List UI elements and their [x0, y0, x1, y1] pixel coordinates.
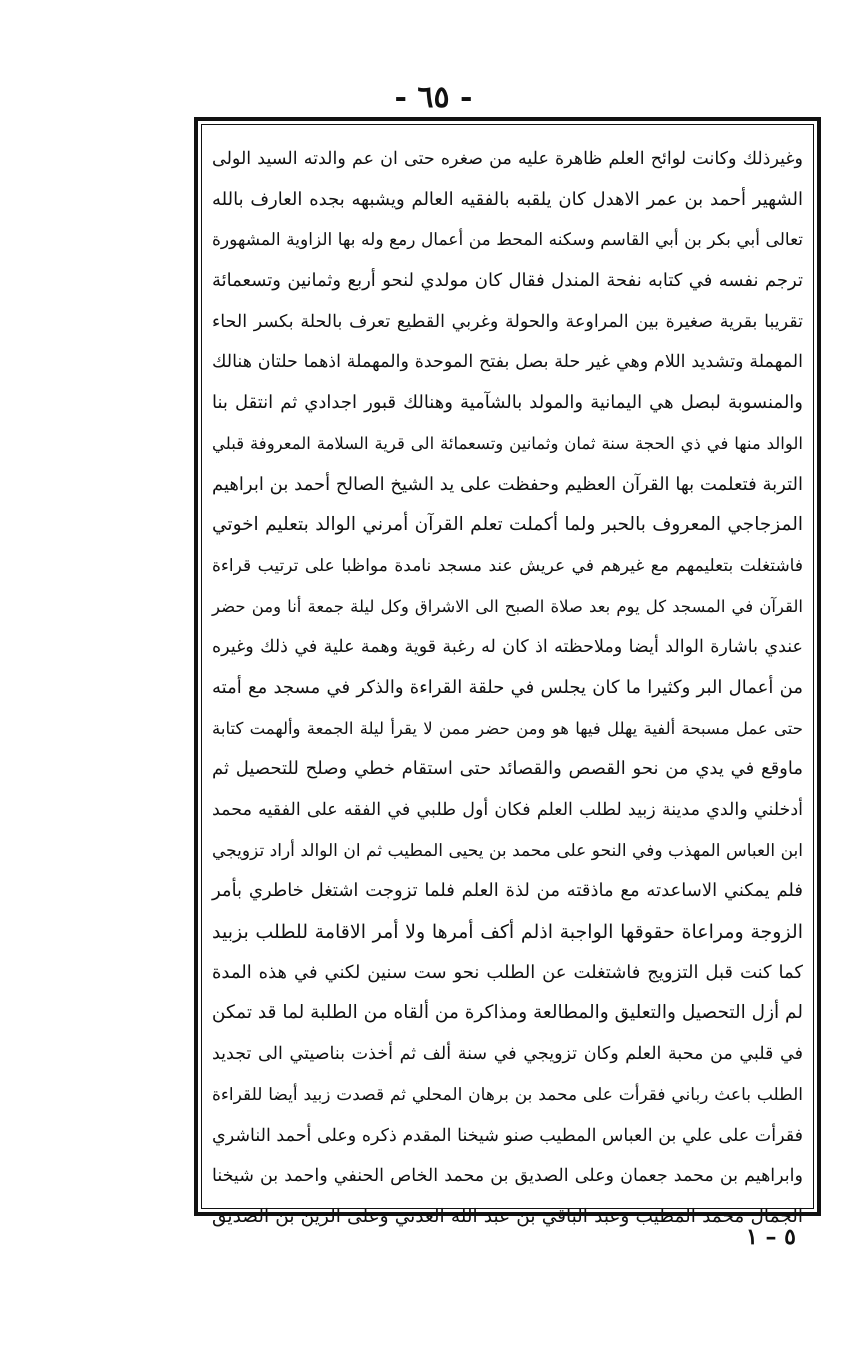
text-line: المزجاجي المعروف بالحبر ولما أكملت تعلم القرآن أمرني الوالد بتعليم اخوتي [212, 514, 803, 536]
text-line: أدخلني والدي مدينة زبيد لطلب العلم فكان أول طلبي في الفقه على الفقيه محمد [212, 800, 803, 820]
text-line: ترجم نفسه في كتابه نفحة المندل فقال كان مولدي لنحو أربع وثمانين وتسعمائة [212, 270, 803, 292]
printer-signature-mark: ٥ – ١ [746, 1224, 796, 1250]
text-line: الشهير أحمد بن عمر الاهدل كان يلقبه بالفقيه العالم ويشبهه بجده العارف بالله [212, 188, 803, 210]
text-line: كما كنت قبل التزويج فاشتغلت عن الطلب نحو ست سنين لكني في هذه المدة [212, 961, 803, 983]
text-line: الوالد منها في ذي الحجة سنة ثمان وثمانين وتسعمائة الى قرية السلامة المعروفة قبلي [212, 433, 803, 453]
text-line: الزوجة ومراعاة حقوقها الواجبة اذلم أكف أمرها ولا أمر الاقامة للطلب بزبيد [212, 921, 803, 944]
text-line: المهملة وتشديد اللام وهي غير حلة بصل بفتح الموحدة والمهملة اذهما حلتان هنالك [212, 352, 803, 373]
text-line: فقرأت على علي بن العباس المطيب صنو شيخنا المقدم ذكره وعلى أحمد الناشري [212, 1125, 803, 1146]
text-line: تقريبا بقرية صغيرة بين المراوعة والحولة وغربي القطيع تعرف بالحلة بكسر الحاء [212, 311, 803, 332]
text-line: ماوقع في يدي من نحو القصص والقصائد حتى استقام خطي وصلح للتحصيل ثم [212, 758, 803, 780]
text-line: القرآن في المسجد كل يوم بعد صلاة الصبح الى الاشراق وكل ليلة جمعة أنا ومن حضر [212, 596, 803, 616]
text-line: فاشتغلت بتعليمهم مع غيرهم في عريش عند مسجد نامدة مواظبا على ترتيب قراءة [212, 555, 803, 576]
text-line: الطلب باعث رباني فقرأت على محمد بن برهان المحلي ثم قصدت زبيد أيضا للقراءة [212, 1084, 803, 1105]
text-line: حتى عمل مسبحة ألفية يهلل فيها هو ومن حضر ممن لا يقرأ ليلة الجمعة وألهمت كتابة [212, 718, 803, 738]
text-line: والمنسوبة لبصل هي اليمانية والمولد بالشآمية وهنالك قبور اجدادي ثم انتقل بنا [212, 392, 803, 414]
text-frame-inner [201, 124, 814, 1227]
text-line: من أعمال البر وكثيرا ما كان يجلس في حلقة القراءة والذكر في مسجد مع أمته [212, 676, 803, 698]
text-line: وابراهيم بن محمد جعمان وعلى الصديق بن محمد الخاص الحنفي واحمد بن شيخنا [212, 1166, 803, 1187]
text-frame [194, 117, 821, 1227]
text-line: عندي باشارة الوالد أيضا وملاحظته اذ كان له رغبة قوية وهمة علية في ذلك وغيره [212, 637, 803, 658]
main-text [212, 139, 803, 1238]
text-line: ابن العباس المهذب وفي النحو على محمد بن يحيى المطيب ثم ان الوالد أراد تزويجي [212, 840, 803, 861]
page-number: - ٦٥ - [394, 80, 473, 115]
text-line: في قلبي من محبة العلم وكان تزويجي في سنة ألف ثم أخذت بناصيتي الى تجديد [212, 1044, 803, 1065]
text-line: الجمال محمد المطيب وعبد الباقي بن عبد الله العدني وعلى الزين بن الصديق [212, 1205, 803, 1227]
text-line: لم أزل التحصيل والتعليق والمطالعة ومذاكرة من ألقاه من الطلبة لما قد تمكن [211, 1002, 803, 1024]
text-line: وغيرذلك وكانت لوائح العلم ظاهرة عليه من صغره حتى ان عم والدته السيد الولى [212, 149, 803, 169]
text-line: تعالى أبي بكر بن أبي القاسم وسكنه المحط من أعمال رمع وله بها الزاوية المشهورة [212, 230, 803, 251]
text-line: فلم يمكني الاساعدته مع ماذقته من لذة العلم فلما تزوجت اشتغل خاطري بأمر [212, 880, 803, 902]
text-line: التربة فتعلمت بها القرآن العظيم وحفظت على يد الشيخ الصالح أحمد بن ابراهيم [212, 473, 803, 495]
